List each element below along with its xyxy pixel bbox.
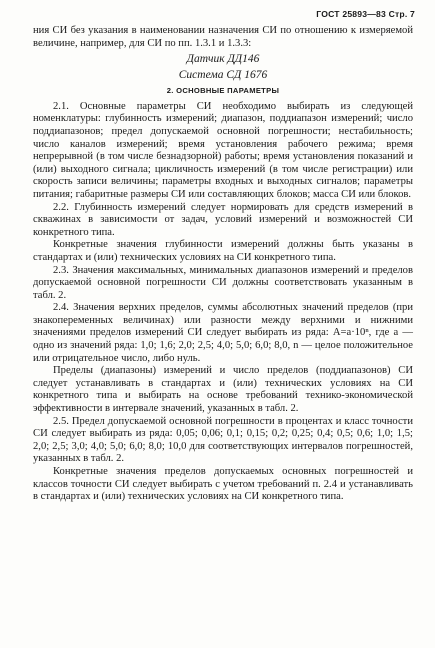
paragraph-2-4: 2.4. Значения верхних пределов, суммы абсолютных значений пределов (при знакопеременных величинах) или разности между верхними и нижними значениями пределов измерений СИ следует выбирать из ряда: A=a·10ⁿ, где a — одно из значений ряда: 1,0; 1,6; 2,0; 2,5; 4,0; 5,0; 6,0; 8,0, n — целое положительное или отрицательное число, либо нуль. [33,302,413,364]
paragraph-2-5: 2.5. Предел допускаемой основной погрешности в процентах и класс точности СИ следует выбирать из ряда: 0,05; 0,06; 0,1; 0,15; 0,2; 0,25; 0,4; 0,5; 0,6; 1,0; 1,5; 2,0; 2,5; 3,0; 4,0; 5,0; 6,0; 8,0; 10,0 для соответствующих интервалов погрешностей, указанных в табл. 2. [33,415,413,465]
paragraph-2-2-cont: Конкретные значения глубинности измерений должны быть указаны в стандартах и (или) технических условиях на СИ конкретного типа. [33,239,413,263]
document-body [33,25,413,504]
example-system: Система СД 1676 [178,69,268,82]
paragraph-2-4-cont: Пределы (диапазоны) измерений и число пределов (поддиапазонов) СИ следует устанавливать в стандартах и (или) технических условиях на СИ конкретного типа и выбирать на основе требований технико-экономической эффективности в интервале значений, указанных в табл. 2. [33,365,413,415]
example-sensor: Датчик ДД146 [186,53,260,66]
paragraph-2-1: 2.1. Основные параметры СИ необходимо выбирать из следующей номенклатуры: глубинность измерений; диапазон, поддиапазон измерений; число поддиапазонов; предел допускаемой основной погрешности; нестабильность; число каналов измерений; время установления рабочего режима; время непрерывной (в том числе безнадзорной) работы; время установления показаний и (или) выходного сигнала; цикличность измерений (в том числе регистрации) или скорость записи величины; параметры входных и выходных сигналов; параметры питания; габаритные размеры СИ или составляющих блоков; масса СИ или блоков. [33,100,413,200]
section-title: 2. ОСНОВНЫЕ ПАРАМЕТРЫ [166,86,280,96]
paragraph-2-5-cont: Конкретные значения пределов допускаемых основных погрешностей и классов точности СИ следует выбирать с учетом требований п. 2.4 и устанавливать в стандартах и (или) технических условиях на СИ конкретного типа. [33,466,413,503]
page-header: ГОСТ 25893—83 Стр. 7 [316,9,415,19]
paragraph-2-3: 2.3. Значения максимальных, минимальных диапазонов измерений и пределов допускаемой основной погрешности СИ должны соответствовать указанным в табл. 2. [33,264,413,301]
paragraph-2-2: 2.2. Глубинность измерений следует нормировать для средств измерений в скважинах в зависимости от задач, условий измерений и возможностей СИ конкретного типа. [33,201,413,238]
intro-paragraph: ния СИ без указания в наименовании назначения СИ по отношению к измеряемой величине, например, для СИ по пп. 1.3.1 и 1.3.3: [33,25,413,49]
